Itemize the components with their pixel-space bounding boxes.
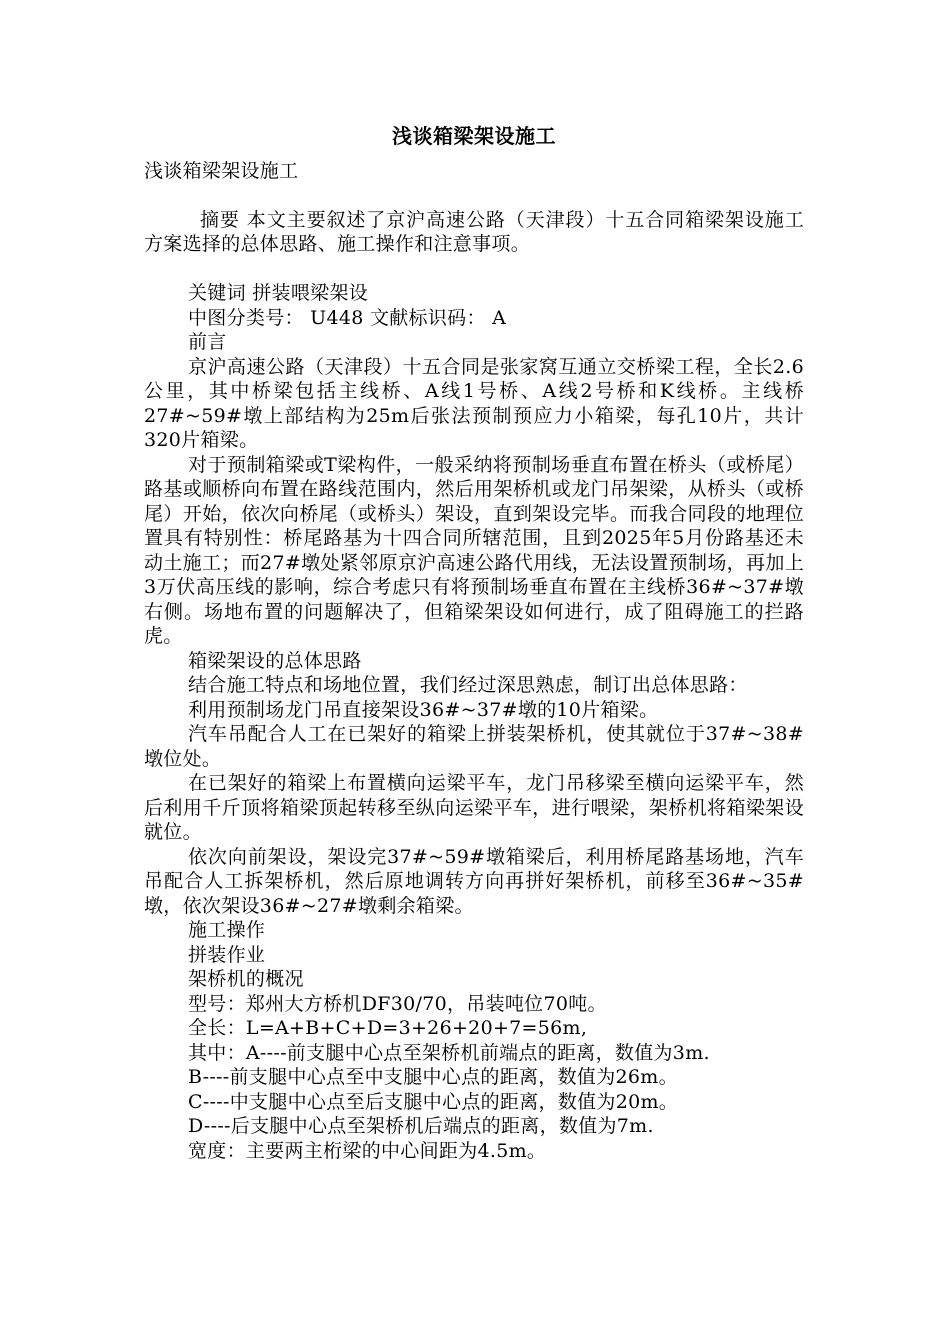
- spec-line: 宽度：主要两主桁梁的中心间距为4.5m。: [188, 1139, 547, 1162]
- paragraph: 对于预制箱梁或T梁构件，一般采纳将预制场垂直布置在桥头（或桥尾）路基或顺桥向布置在路线范围内，然后用架桥机或龙门吊架梁，从桥头（或桥尾）开始，依次向桥尾（或桥头）架设，直到架设完毕。而我合同段的地理位置具有特别性：桥尾路基为十四合同所辖范围，且到2025年5月份路基还未动土施工；而27#墩处紧邻原京沪高速公路代用线，无法设置预制场，再加上3万伏高压线的影响，综合考虑只有将预制场垂直布置在主线桥36#~37#墩右侧。场地布置的问题解决了，但箱梁架设如何进行，成了阻碍施工的拦路虎。: [144, 453, 804, 647]
- document-subtitle: 浅谈箱梁架设施工: [144, 159, 299, 182]
- section-heading: 施工操作: [188, 919, 266, 941]
- blank-line: [144, 183, 804, 208]
- section-heading: 箱梁架设的总体思路: [188, 649, 362, 672]
- paragraph: 结合施工特点和场地位置，我们经过深思熟虑，制订出总体思路：: [188, 674, 748, 696]
- subsection-heading: 架桥机的概况: [188, 968, 304, 990]
- spec-line: 型号：郑州大方桥机DF30/70，吊装吨位70吨。: [188, 992, 607, 1015]
- blank-line: [144, 257, 804, 282]
- spec-line: D----后支腿中心点至架桥机后端点的距离，数值为7m.: [188, 1115, 654, 1137]
- keywords: 关键词 拼装喂梁架设: [188, 282, 369, 304]
- paragraph: 京沪高速公路（天津段）十五合同是张家窝互通立交桥梁工程，全长2.6公里，其中桥梁包括主线桥、A线1号桥、A线2号桥和K线桥。主线桥27#~59#墩上部结构为25m后张法预制预应力小箱梁，每孔10片，共计320片箱梁。: [144, 355, 804, 451]
- step-item: 汽车吊配合人工在已架好的箱梁上拼装架桥机，使其就位于37#~38#墩位处。: [144, 723, 804, 770]
- step-item: 依次向前架设，架设完37#~59#墩箱梁后，利用桥尾路基场地，汽车吊配合人工拆架桥机，然后原地调转方向再拼好架桥机，前移至36#~35#墩，依次架设36#~27#墩剩余箱梁。: [144, 845, 804, 917]
- step-item: 利用预制场龙门吊直接架设36#~37#墩的10片箱梁。: [188, 698, 659, 721]
- preface-heading: 前言: [188, 331, 227, 353]
- spec-line: B----前支腿中心点至中支腿中心点的距离，数值为26m。: [188, 1066, 678, 1088]
- spec-line: C----中支腿中心点至后支腿中心点的距离，数值为20m。: [188, 1090, 679, 1113]
- spec-line: 全长：L=A+B+C+D=3+26+20+7=56m,: [188, 1017, 588, 1039]
- document-title: 浅谈箱梁架设施工: [392, 124, 556, 148]
- document-page: [144, 118, 804, 1163]
- step-item: 在已架好的箱梁上布置横向运梁平车，龙门吊移梁至横向运梁平车，然后利用千斤顶将箱梁顶起转移至纵向运梁平车，进行喂梁，架桥机将箱梁架设就位。: [144, 772, 804, 843]
- subsection-heading: 拼装作业: [188, 943, 266, 966]
- spec-line: 其中：A----前支腿中心点至架桥机前端点的距离，数值为3m.: [188, 1041, 710, 1064]
- abstract: 摘要 本文主要叙述了京沪高速公路（天津段）十五合同箱梁架设施工方案选择的总体思路、施工操作和注意事项。: [144, 208, 804, 255]
- classification: 中图分类号： U448 文献标识码： A: [188, 306, 507, 329]
